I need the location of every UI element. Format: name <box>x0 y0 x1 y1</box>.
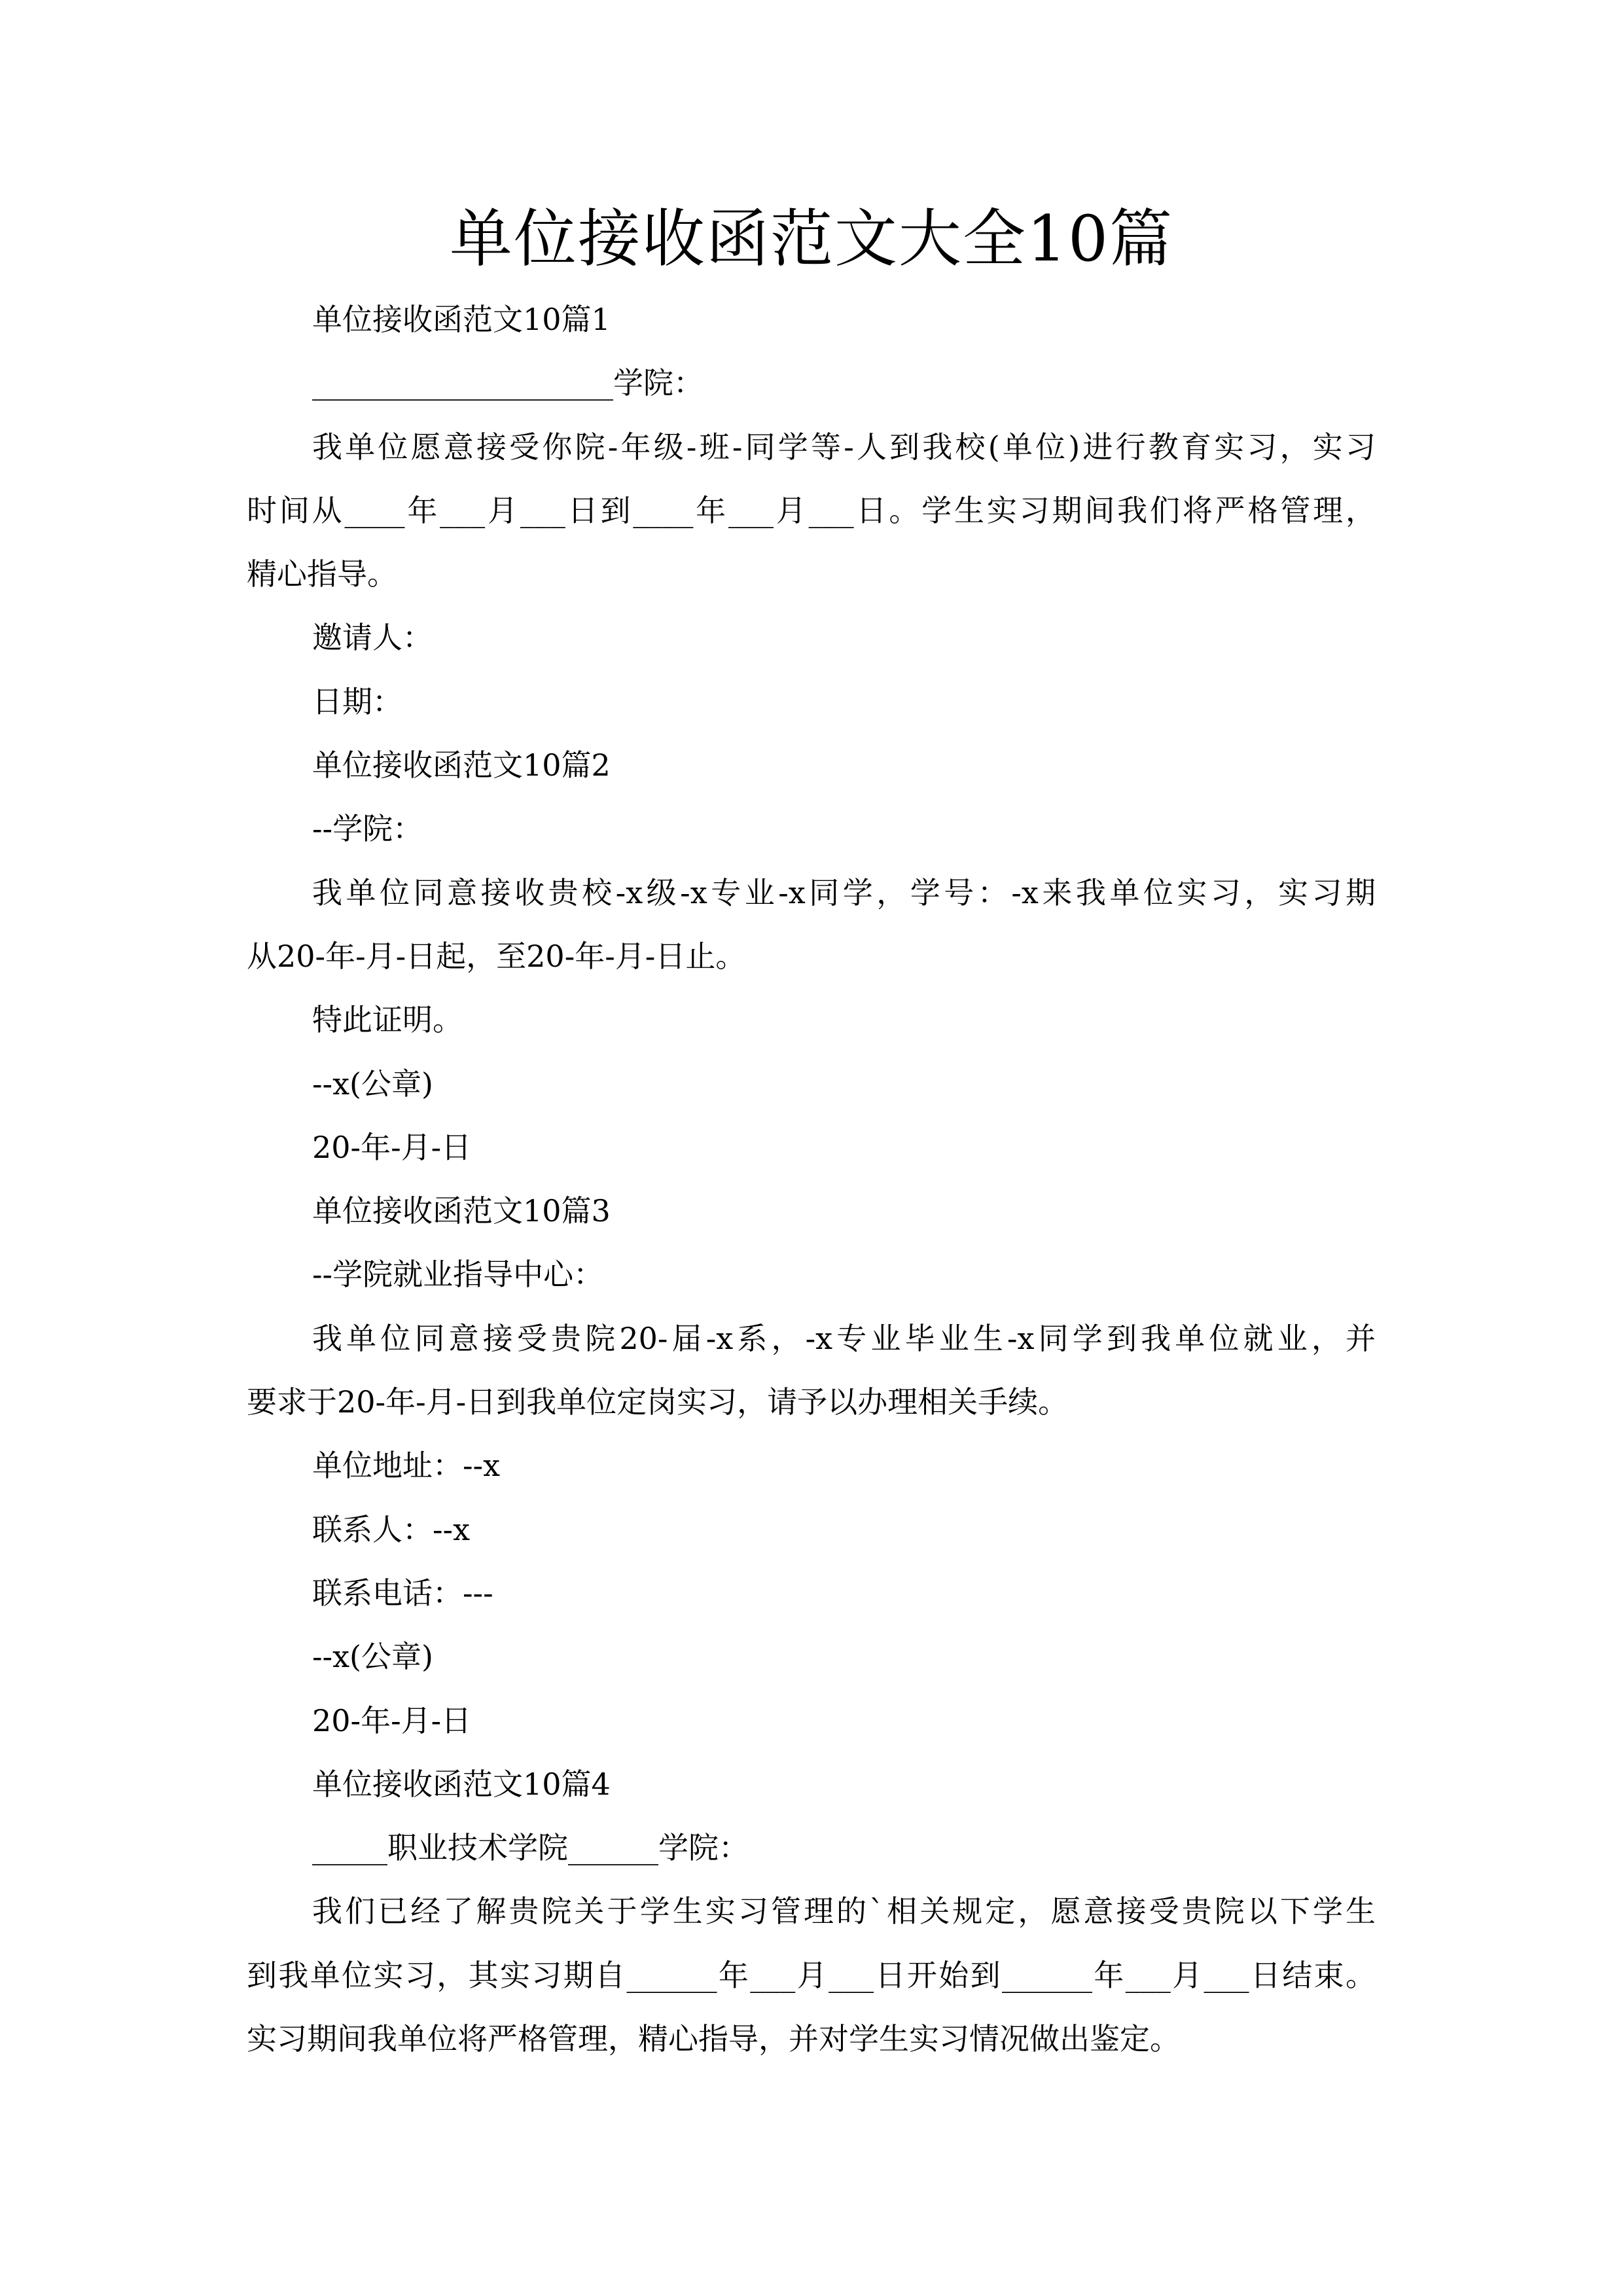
seal-line: --x(公章) <box>312 1066 433 1102</box>
contact-person-line: 联系人：--x <box>312 1511 471 1547</box>
paragraph-line: 要求于20-年-月-日到我单位定岗实习，请予以办理相关手续。 <box>247 1384 1069 1420</box>
paragraph-line: 精心指导。 <box>247 556 397 592</box>
section-heading-1: 单位接收函范文10篇1 <box>312 302 611 337</box>
paragraph-line: 我们已经了解贵院关于学生实习管理的`相关规定，愿意接受贵院以下学生 <box>312 1893 1376 1929</box>
inviter-line: 邀请人： <box>312 620 433 656</box>
addressee-line: _____职业技术学院______学院： <box>312 1830 749 1866</box>
paragraph-line: 到我单位实习，其实习期自______年___月___日开始到______年___月___日结束。 <box>247 1957 1376 1993</box>
paragraph-line: 我单位同意接受贵院20-届-x系，-x专业毕业生-x同学到我单位就业，并 <box>312 1320 1376 1356</box>
section-heading-2: 单位接收函范文10篇2 <box>312 747 611 783</box>
date-line: 20-年-月-日 <box>312 1702 472 1738</box>
section-heading-3: 单位接收函范文10篇3 <box>312 1193 611 1229</box>
paragraph-line: 从20-年-月-日起，至20-年-月-日止。 <box>247 938 746 974</box>
paragraph-line: 时间从____年___月___日到____年___月___日。学生实习期间我们将严格管理， <box>247 492 1376 528</box>
document-body <box>247 288 1376 2071</box>
addressee-line: --学院就业指导中心： <box>312 1257 604 1293</box>
date-line: 日期： <box>312 683 402 719</box>
paragraph-line: 我单位同意接收贵校-x级-x专业-x同学，学号：-x来我单位实习，实习期 <box>312 874 1376 910</box>
document-title: 单位接收函范文大全10篇 <box>449 202 1174 276</box>
addressee-line: --学院： <box>312 811 423 847</box>
certification-line: 特此证明。 <box>312 1002 463 1038</box>
paragraph-line: 实习期间我单位将严格管理，精心指导，并对学生实习情况做出鉴定。 <box>247 2021 1180 2057</box>
contact-phone-line: 联系电话：--- <box>312 1575 493 1611</box>
addressee-line: ____________________学院： <box>312 365 704 401</box>
seal-line: --x(公章) <box>312 1639 433 1675</box>
section-heading-4: 单位接收函范文10篇4 <box>312 1766 611 1802</box>
date-line: 20-年-月-日 <box>312 1129 472 1165</box>
paragraph-line: 我单位愿意接受你院-年级-班-同学等-人到我校(单位)进行教育实习，实习 <box>312 429 1376 465</box>
address-line: 单位地址：--x <box>312 1448 501 1484</box>
